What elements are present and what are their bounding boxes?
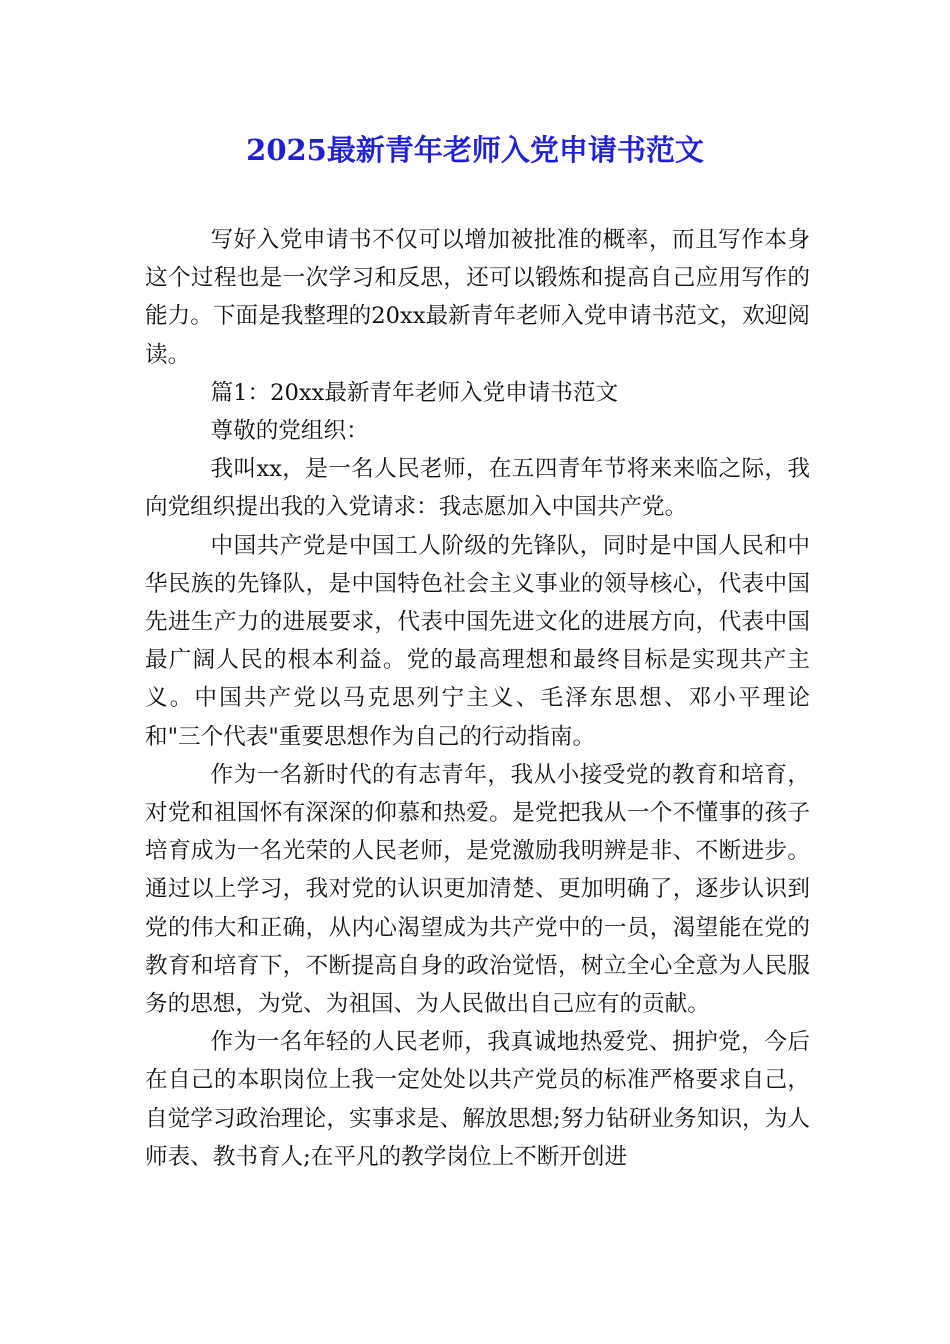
document-title: 2025最新青年老师入党申请书范文 xyxy=(246,133,704,167)
paragraph-commitment: 作为一名年轻的人民老师，我真诚地热爱党、拥护党，今后在自己的本职岗位上我一定处处以共产党员的标准严格要求自己，自觉学习政治理论，实事求是、解放思想;努力钻研业务知识，为人师表、教书育人;在平凡的教学岗位上不断开创进 xyxy=(145,1029,810,1170)
paragraph-personal-growth: 作为一名新时代的有志青年，我从小接受党的教育和培育，对党和祖国怀有深深的仰慕和热爱。是党把我从一个不懂事的孩子培育成为一名光荣的人民老师，是党激励我明辨是非、不断进步。通过以上学习，我对党的认识更加清楚、更加明确了，逐步认识到党的伟大和正确，从内心渴望成为共产党中的一员，渴望能在党的教育和培育下，不断提高自身的政治觉悟，树立全心全意为人民服务的思想，为党、为祖国、为人民做出自己应有的贡献。 xyxy=(145,761,810,1018)
paragraph-salutation: 尊敬的党组织： xyxy=(210,418,369,445)
paragraph-party-description: 中国共产党是中国工人阶级的先锋队，同时是中国人民和中华民族的先锋队，是中国特色社会主义事业的领导核心，代表中国先进生产力的进展要求，代表中国先进文化的进展方向，代表中国最广阔人民的根本利益。党的最高理想和最终目标是实现共产主义。中国共产党以马克思列宁主义、毛泽东思想、邓小平理论和"三个代表"重要思想作为自己的行动指南。 xyxy=(145,532,810,750)
paragraph-section-heading: 篇1：20xx最新青年老师入党申请书范文 xyxy=(210,379,619,406)
paragraph-intro: 写好入党申请书不仅可以增加被批准的概率，而且写作本身这个过程也是一次学习和反思，还可以锻炼和提高自己应用写作的能力。下面是我整理的20xx最新青年老师入党申请书范文，欢迎阅读。 xyxy=(145,227,810,368)
document-body xyxy=(145,221,810,1176)
paragraph-request: 我叫xx，是一名人民老师，在五四青年节将来来临之际，我向党组织提出我的入党请求：我志愿加入中国共产党。 xyxy=(145,456,810,521)
